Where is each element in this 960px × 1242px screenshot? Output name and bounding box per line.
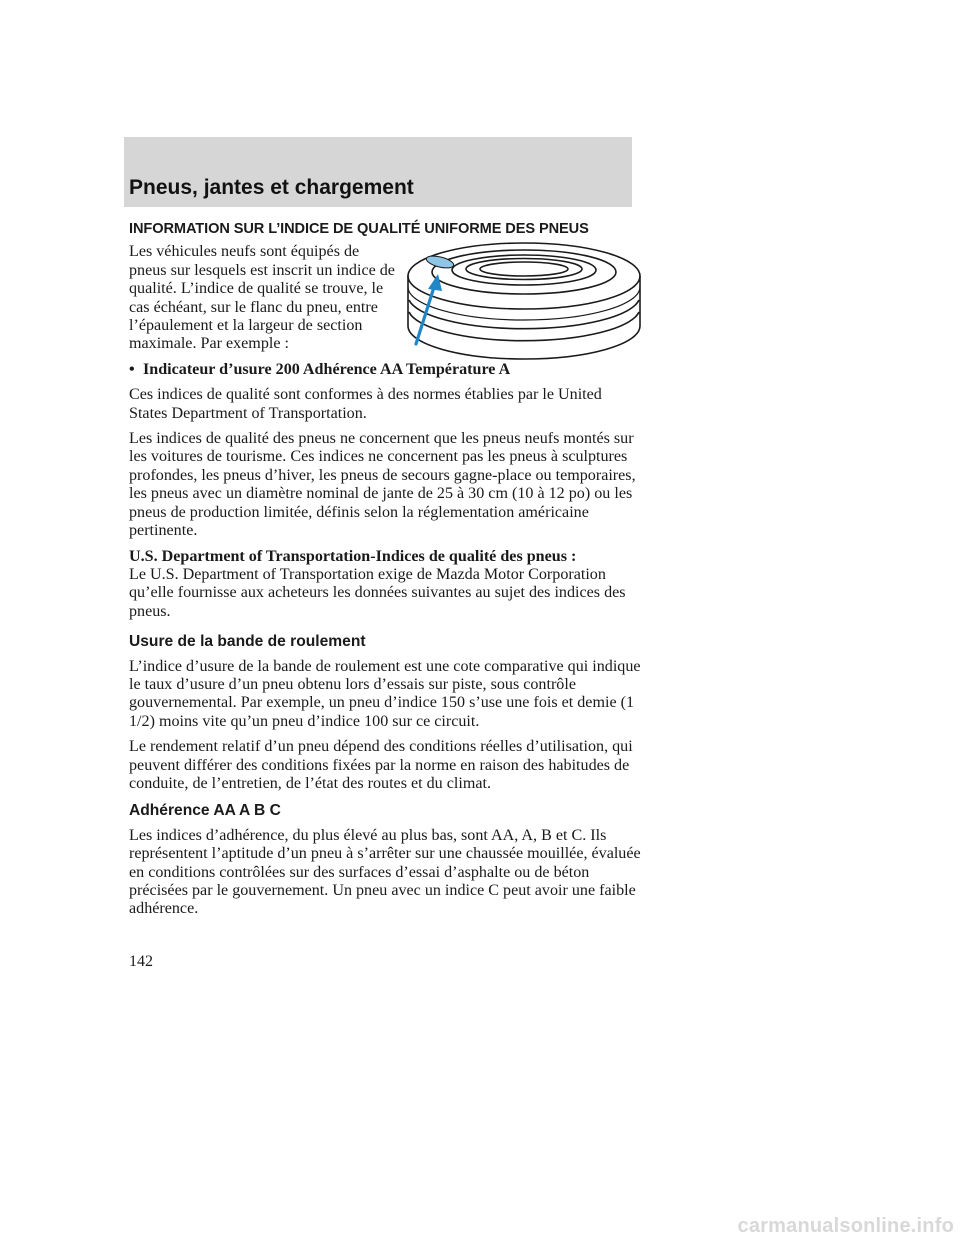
dot-paragraph [129, 548, 644, 622]
bullet-icon: • [129, 360, 135, 378]
bullet-text: Indicateur d’usure 200 Adhérence AA Température A [143, 360, 511, 378]
intro-paragraph: Les véhicules neufs sont équipés de pneus sur lesquels est inscrit un indice de qualité. L’indice de qualité se trouve, le cas échéant, sur le flanc du pneu, entre l’épaulement et la largeur de section maximale. Par exemple : [129, 243, 395, 353]
traction-heading: Adhérence AA A B C [129, 802, 281, 820]
treadwear-heading: Usure de la bande de roulement [129, 633, 366, 651]
treadwear-paragraph-2: Le rendement relatif d’un pneu dépend des conditions réelles d’utilisation, qui peuvent différer des conditions fixées par la norme en raison des habitudes de conduite, de l’entretien, de l’état des routes et du climat. [129, 738, 633, 792]
traction-paragraph: Les indices d’adhérence, du plus élevé au plus bas, sont AA, A, B et C. Ils représentent l’aptitude d’un pneu à s’arrêter sur une chaussée mouillée, évaluée en conditions contrôlées sur des surfaces d’essai d’asphalte ou de béton précisées par le gouvernement. Un pneu avec un indice C peut avoir une faible adhérence. [129, 826, 641, 918]
watermark: carmanualsonline.info [737, 1215, 954, 1237]
page-number: 142 [129, 953, 153, 970]
page-header-title: Pneus, jantes et chargement [129, 176, 414, 199]
scope-paragraph: Les indices de qualité des pneus ne concernent que les pneus neufs montés sur les voitures de tourisme. Ces indices ne concernent pas les pneus à sculptures profondes, les pneus d’hiver, les pneus de secours gagne-place ou temporaires, les pneus avec un diamètre nominal de jante de 25 à 30 cm (10 à 12 po) ou les pneus de production limitée, définis selon la réglementation américaine pertinente. [129, 430, 636, 540]
page-content [129, 220, 644, 926]
treadwear-paragraph-1: L’indice d’usure de la bande de roulement est une cote comparative qui indique le taux d’usure d’un pneu obtenu lors d’essais sur piste, sous contrôle gouvernemental. Par exemple, un pneu d’indice 150 s’use une fois et demie (1 1/2) moins vite qu’un pneu d’indice 100 sur ce circuit. [129, 657, 641, 730]
dot-text: Le U.S. Department of Transportation exige de Mazda Motor Corporation qu’elle fournisse aux acheteurs les données suivantes au sujet des indices des pneus. [129, 565, 626, 620]
dot-lead: U.S. Department of Transportation-Indices de qualité des pneus : [129, 547, 577, 565]
standards-paragraph: Ces indices de qualité sont conformes à des normes établies par le United States Department of Transportation. [129, 386, 602, 422]
section-heading: INFORMATION SUR L’INDICE DE QUALITÉ UNIFORME DES PNEUS [129, 221, 589, 237]
bullet-item [129, 361, 644, 379]
